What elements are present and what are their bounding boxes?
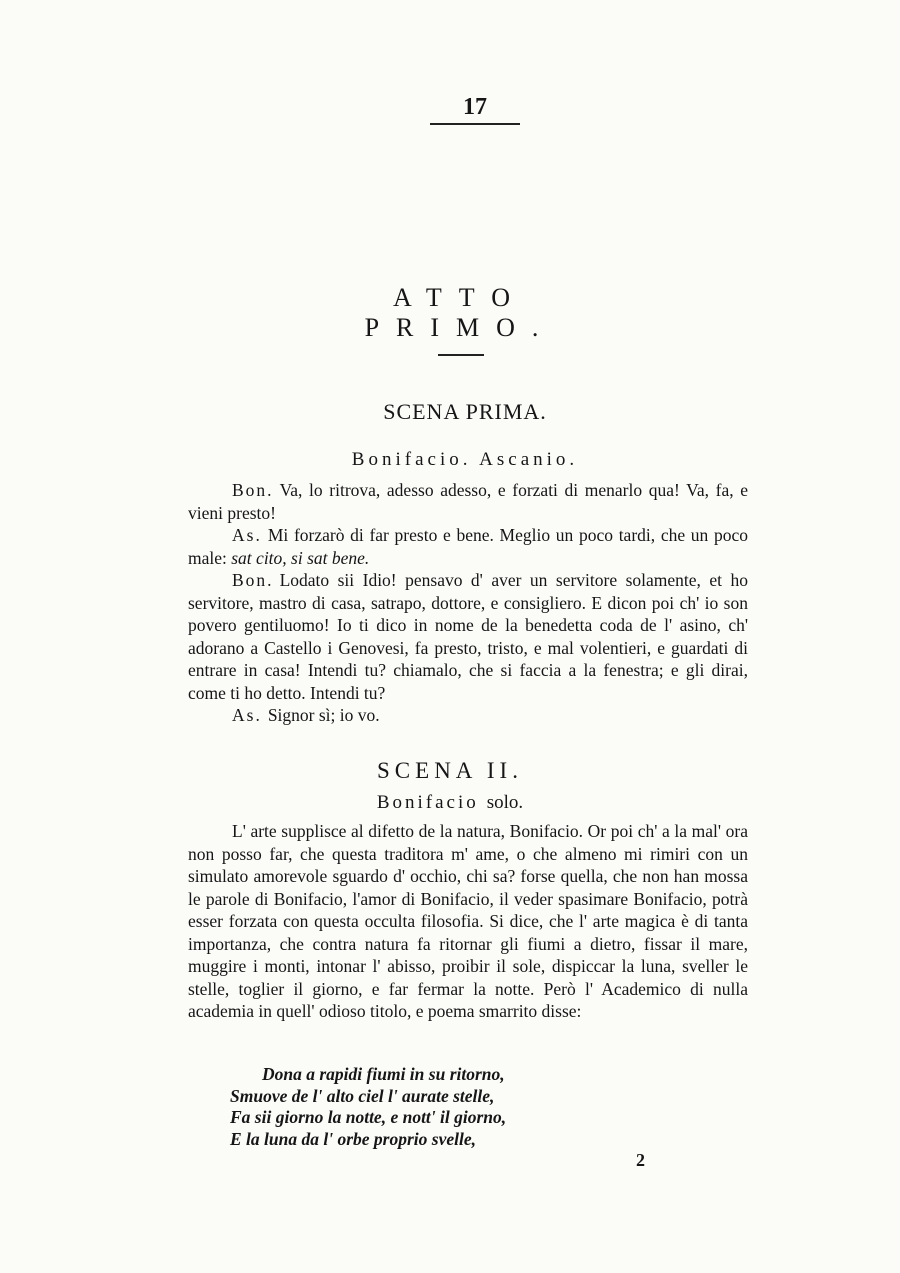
speaker-name: Bon. bbox=[232, 480, 274, 500]
dialogue-text: Signor sì; io vo. bbox=[267, 705, 380, 725]
character-name: Bonifacio bbox=[376, 792, 479, 813]
dialogue-text: Lodato sii Idio! pensavo d' aver un servitore solamente, et ho servitore, mastro di casa, satrapo, dottore, e consigliero. E dicon poi ch' io son povero gentiluomo! Io ti dico in nome de la benedetta coda de l' asino, ch' adorano a Castello i Genovesi, fa presto, tristo, e mal volentieri, e guardati di entrare in casa! Intendi tu? chiamalo, che si faccia a la fenestra; e gli dirai, come ti ho detto. Intendi tu? bbox=[188, 570, 748, 703]
act-title: ATTO PRIMO. bbox=[364, 283, 556, 342]
signature-mark: 2 bbox=[636, 1150, 645, 1170]
latin-phrase: sat cito, si sat bene. bbox=[231, 547, 370, 568]
speaker-name: Bon. bbox=[232, 570, 274, 590]
dialogue-text: Va, lo ritrova, adesso adesso, e forzati di menarlo qua! Va, fa, e vieni presto! bbox=[188, 480, 748, 523]
scene-title: SCENA PRIMA. bbox=[383, 399, 547, 424]
verse-line: Dona a rapidi fiumi in su ritorno, bbox=[262, 1064, 505, 1084]
dialogue-block bbox=[188, 479, 748, 727]
dialogue-line bbox=[188, 479, 748, 524]
monologue-paragraph: L' arte supplisce al difetto de la natura, Bonifacio. Or poi ch' a la mal' ora non posso far, che questa traditora m' ame, o che almeno mi rimiri con un simulato amorevole sguardo d' occhio, chi sa? forse quella, che non han mossa le parole di Bonifacio, l'amor di Bonifacio, il veder spasimare Bonifacio, potrà esser forzata con questa occulta filosofia. Si dice, che l' arte magica è di tanta importanza, che contra natura fa ritornar gli fiumi a dietro, fissar il mare, muggire i monti, intonar l' abisso, proibir il sole, dispiccar la luna, sveller le stelle, toglier il giorno, e far fermar la notte. Però l' Academico di nulla academia in quell' odioso titolo, e poema smarrito disse: bbox=[188, 821, 748, 1021]
scene-characters: Bonifacio. Ascanio. bbox=[351, 449, 579, 470]
verse-quote bbox=[230, 1064, 650, 1150]
dialogue-line bbox=[188, 569, 748, 704]
page-number: 17 bbox=[463, 94, 487, 120]
speaker-name: As. bbox=[232, 705, 262, 725]
scene-title: SCENA II. bbox=[377, 758, 523, 783]
verse-line: Smuove de l' alto ciel l' aurate stelle, bbox=[230, 1085, 495, 1106]
dialogue-line bbox=[188, 704, 748, 727]
header-rule bbox=[430, 123, 520, 125]
monologue-block bbox=[188, 820, 748, 1023]
character-note: solo. bbox=[486, 792, 524, 813]
scene-characters bbox=[0, 792, 900, 814]
act-rule bbox=[438, 354, 484, 356]
speaker-name: As. bbox=[232, 525, 262, 545]
dialogue-line bbox=[188, 524, 748, 569]
dialogue-text: Mi forzarò di far presto e bene. Meglio un poco tardi, che un poco male: bbox=[188, 525, 748, 568]
verse-line: Fa sii giorno la notte, e nott' il giorno, bbox=[230, 1107, 507, 1127]
verse-line: E la luna da l' orbe proprio svelle, bbox=[230, 1128, 476, 1149]
